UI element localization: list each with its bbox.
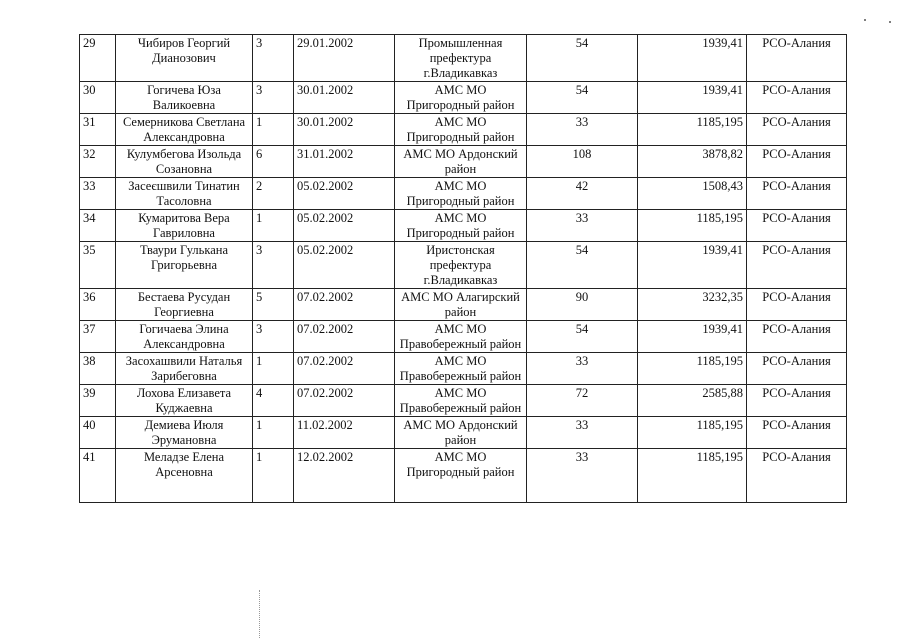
table-row [80, 146, 847, 178]
issuing-organization: Промышленная префектура г.Владикавказ [395, 35, 527, 82]
family-size: 3 [253, 321, 294, 353]
registration-date: 05.02.2002 [294, 242, 395, 289]
table-row [80, 417, 847, 449]
area-value: 33 [527, 353, 638, 385]
registration-date: 07.02.2002 [294, 289, 395, 321]
issuing-organization: Иристонская префектура г.Владикавказ [395, 242, 527, 289]
registration-date: 29.01.2002 [294, 35, 395, 82]
issuing-organization: АМС МО Правобережный район [395, 385, 527, 417]
registration-date: 11.02.2002 [294, 417, 395, 449]
issuing-organization: АМС МО Пригородный район [395, 449, 527, 503]
row-number: 33 [80, 178, 116, 210]
area-value: 33 [527, 449, 638, 503]
table-row [80, 289, 847, 321]
table-row [80, 449, 847, 503]
area-value: 33 [527, 210, 638, 242]
person-name: Чибиров Георгий Дианозович [116, 35, 253, 82]
person-name: Тваури Гулькана Григорьевна [116, 242, 253, 289]
issuing-organization: АМС МО Пригородный район [395, 114, 527, 146]
registration-date: 30.01.2002 [294, 82, 395, 114]
table-row [80, 353, 847, 385]
area-value: 54 [527, 35, 638, 82]
region-name: РСО-Алания [747, 385, 847, 417]
area-value: 72 [527, 385, 638, 417]
amount-value: 2585,88 [638, 385, 747, 417]
registration-date: 05.02.2002 [294, 178, 395, 210]
registration-date: 31.01.2002 [294, 146, 395, 178]
family-size: 5 [253, 289, 294, 321]
row-number: 37 [80, 321, 116, 353]
issuing-organization: АМС МО Пригородный район [395, 178, 527, 210]
family-size: 1 [253, 449, 294, 503]
issuing-organization: АМС МО Правобережный район [395, 321, 527, 353]
table-row [80, 385, 847, 417]
issuing-organization: АМС МО Алагирский район [395, 289, 527, 321]
family-size: 3 [253, 35, 294, 82]
row-number: 41 [80, 449, 116, 503]
registration-date: 07.02.2002 [294, 385, 395, 417]
family-size: 1 [253, 114, 294, 146]
amount-value: 1185,195 [638, 210, 747, 242]
amount-value: 1508,43 [638, 178, 747, 210]
family-size: 1 [253, 417, 294, 449]
table-row [80, 35, 847, 82]
registration-date: 05.02.2002 [294, 210, 395, 242]
region-name: РСО-Алания [747, 353, 847, 385]
scan-speck [864, 19, 866, 21]
amount-value: 3232,35 [638, 289, 747, 321]
amount-value: 1185,195 [638, 449, 747, 503]
amount-value: 1185,195 [638, 353, 747, 385]
person-name: Демиева Июля Эрумановна [116, 417, 253, 449]
registration-date: 07.02.2002 [294, 353, 395, 385]
person-name: Меладзе Елена Арсеновна [116, 449, 253, 503]
amount-value: 1939,41 [638, 35, 747, 82]
table-row [80, 242, 847, 289]
person-name: Гогичаева Элина Александровна [116, 321, 253, 353]
region-name: РСО-Алания [747, 242, 847, 289]
person-name: Кумаритова Вера Гавриловна [116, 210, 253, 242]
region-name: РСО-Алания [747, 449, 847, 503]
amount-value: 1939,41 [638, 82, 747, 114]
area-value: 54 [527, 321, 638, 353]
amount-value: 1939,41 [638, 321, 747, 353]
family-size: 1 [253, 353, 294, 385]
area-value: 54 [527, 82, 638, 114]
family-size: 3 [253, 242, 294, 289]
person-name: Кулумбегова Изольда Созановна [116, 146, 253, 178]
person-name: Лохова Елизавета Куджаевна [116, 385, 253, 417]
housing-registry-table [79, 34, 847, 503]
row-number: 39 [80, 385, 116, 417]
person-name: Засеєшвили Тинатин Тасоловна [116, 178, 253, 210]
table-row [80, 178, 847, 210]
table-row [80, 321, 847, 353]
region-name: РСО-Алания [747, 146, 847, 178]
row-number: 29 [80, 35, 116, 82]
person-name: Бестаева Русудан Георгиевна [116, 289, 253, 321]
family-size: 1 [253, 210, 294, 242]
person-name: Засохашвили Наталья Зарибеговна [116, 353, 253, 385]
row-number: 32 [80, 146, 116, 178]
row-number: 40 [80, 417, 116, 449]
family-size: 2 [253, 178, 294, 210]
amount-value: 1939,41 [638, 242, 747, 289]
issuing-organization: АМС МО Ардонский район [395, 146, 527, 178]
area-value: 108 [527, 146, 638, 178]
registration-date: 30.01.2002 [294, 114, 395, 146]
region-name: РСО-Алания [747, 114, 847, 146]
family-size: 6 [253, 146, 294, 178]
amount-value: 3878,82 [638, 146, 747, 178]
region-name: РСО-Алания [747, 178, 847, 210]
table-row [80, 114, 847, 146]
region-name: РСО-Алания [747, 321, 847, 353]
registration-date: 12.02.2002 [294, 449, 395, 503]
person-name: Гогичева Юза Валикоевна [116, 82, 253, 114]
region-name: РСО-Алания [747, 35, 847, 82]
region-name: РСО-Алания [747, 82, 847, 114]
table-row [80, 210, 847, 242]
row-number: 38 [80, 353, 116, 385]
amount-value: 1185,195 [638, 114, 747, 146]
row-number: 31 [80, 114, 116, 146]
row-number: 34 [80, 210, 116, 242]
issuing-organization: АМС МО Ардонский район [395, 417, 527, 449]
row-number: 35 [80, 242, 116, 289]
region-name: РСО-Алания [747, 289, 847, 321]
table-body [80, 35, 847, 503]
scan-artifact-line [259, 590, 260, 638]
region-name: РСО-Алания [747, 210, 847, 242]
scan-speck [889, 21, 891, 23]
area-value: 42 [527, 178, 638, 210]
registration-date: 07.02.2002 [294, 321, 395, 353]
amount-value: 1185,195 [638, 417, 747, 449]
area-value: 54 [527, 242, 638, 289]
issuing-organization: АМС МО Пригородный район [395, 82, 527, 114]
issuing-organization: АМС МО Пригородный район [395, 210, 527, 242]
row-number: 36 [80, 289, 116, 321]
region-name: РСО-Алания [747, 417, 847, 449]
area-value: 90 [527, 289, 638, 321]
family-size: 3 [253, 82, 294, 114]
family-size: 4 [253, 385, 294, 417]
area-value: 33 [527, 417, 638, 449]
issuing-organization: АМС МО Правобережный район [395, 353, 527, 385]
person-name: Семерникова Светлана Александровна [116, 114, 253, 146]
table-row [80, 82, 847, 114]
area-value: 33 [527, 114, 638, 146]
row-number: 30 [80, 82, 116, 114]
